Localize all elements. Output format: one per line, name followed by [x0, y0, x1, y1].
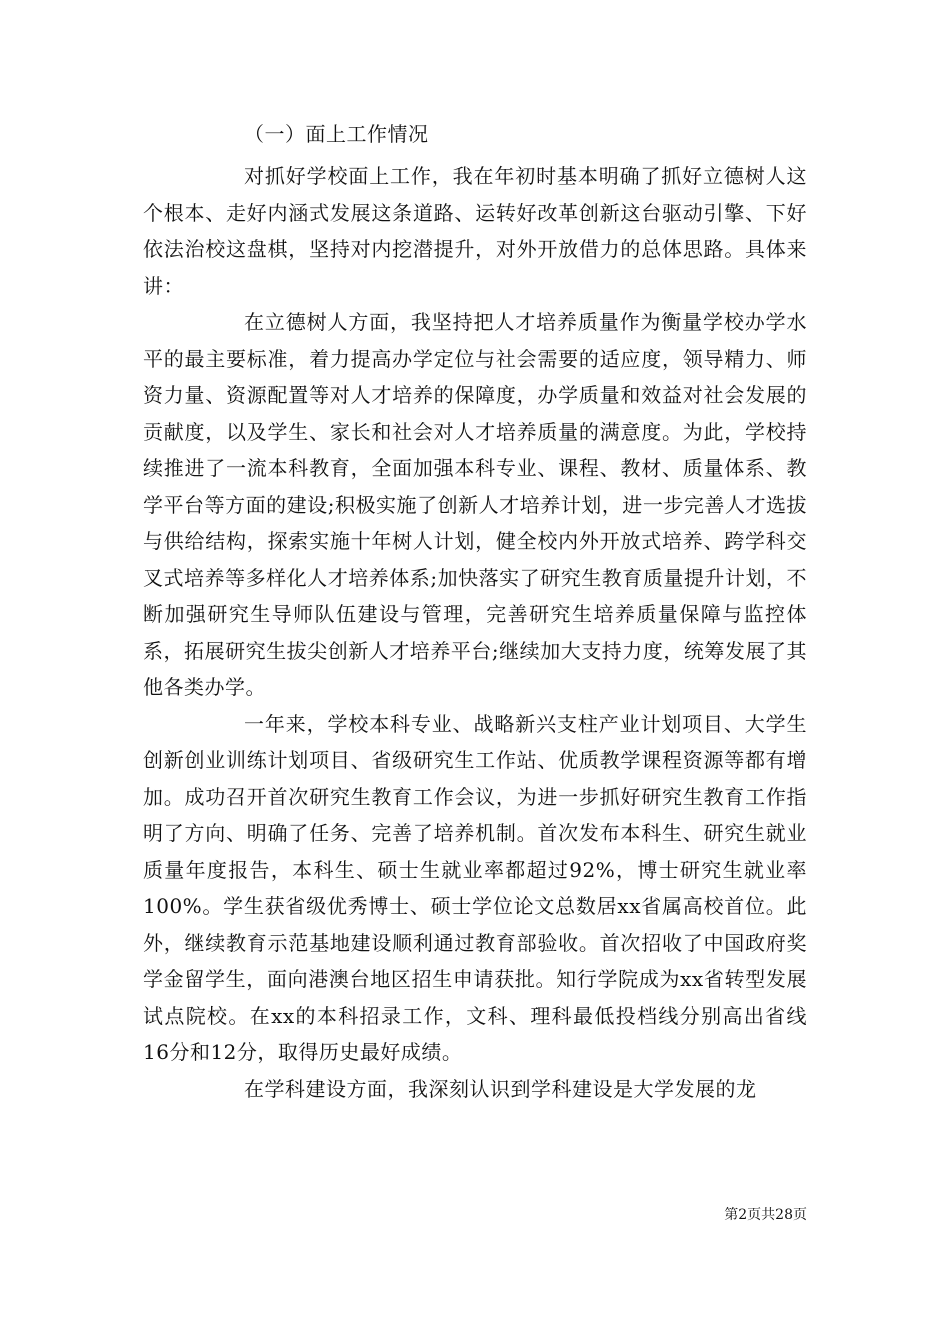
- section-heading: （一）面上工作情况: [244, 122, 429, 146]
- page-number-label: 第2页共28页: [724, 1207, 807, 1223]
- paragraph-overview: 对抓好学校面上工作，我在年初时基本明确了抓好立德树人这个根本、走好内涵式发展这条道路、运转好改革创新这台驱动引擎、下好依法治校这盘棋，坚持对内挖潜提升，对外开放借力的总体思路。具体来讲：: [143, 164, 807, 298]
- page-number-footer: [724, 1206, 807, 1224]
- paragraph-annual-results: 一年来，学校本科专业、战略新兴支柱产业计划项目、大学生创新创业训练计划项目、省级研究生工作站、优质教学课程资源等都有增加。成功召开首次研究生教育工作会议，为进一步抓好研究生教育工作指明了方向、明确了任务、完善了培养机制。首次发布本科生、研究生就业质量年度报告，本科生、硕士生就业率都超过92%，博士研究生就业率100%。学生获省级优秀博士、硕士学位论文总数居xx省属高校首位。此外，继续教育示范基地建设顺利通过教育部验收。首次招收了中国政府奖学金留学生，面向港澳台地区招生申请获批。知行学院成为xx省转型发展试点院校。在xx的本科招录工作，文科、理科最低投档线分别高出省线16分和12分，取得历史最好成绩。: [143, 711, 807, 1064]
- document-body: [143, 120, 807, 1107]
- paragraph-discipline-construction: 在学科建设方面，我深刻认识到学科建设是大学发展的龙: [244, 1076, 757, 1101]
- paragraph-lide-shuren: 在立德树人方面，我坚持把人才培养质量作为衡量学校办学水平的最主要标准，着力提高办学定位与社会需要的适应度，领导精力、师资力量、资源配置等对人才培养的保障度，办学质量和效益对社会发展的贡献度，以及学生、家长和社会对人才培养质量的满意度。为此，学校持续推进了一流本科教育，全面加强本科专业、课程、教材、质量体系、教学平台等方面的建设;积极实施了创新人才培养计划，进一步完善人才选拔与供给结构，探索实施十年树人计划，健全校内外开放式培养、跨学科交叉式培养等多样化人才培养体系;加快落实了研究生教育质量提升计划，不断加强研究生导师队伍建设与管理，完善研究生培养质量保障与监控体系，拓展研究生拔尖创新人才培养平台;继续加大支持力度，统筹发展了其他各类办学。: [143, 310, 807, 699]
